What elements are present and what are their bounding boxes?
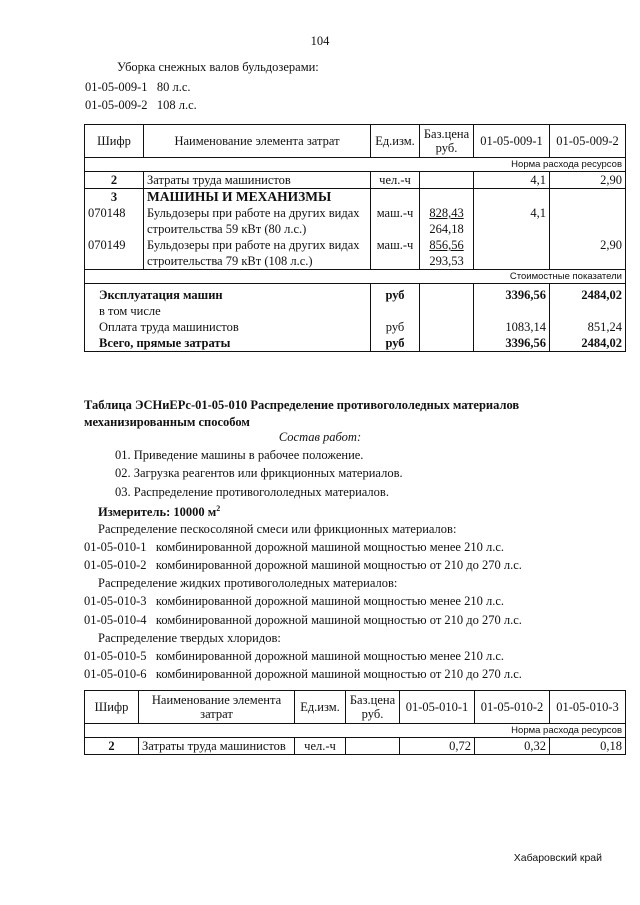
- note-resources: Норма расхода ресурсов: [85, 724, 626, 738]
- row-price: [420, 172, 474, 189]
- row-value-2: 2484,02: [550, 335, 626, 352]
- list-item: [84, 558, 522, 573]
- row-price: [420, 205, 474, 237]
- item-code: 01-05-010-1: [84, 540, 147, 554]
- row-value-1: 3396,56: [474, 284, 550, 304]
- meter-sup: 2: [216, 504, 221, 513]
- table-row: [85, 335, 626, 352]
- row-value-2: 0,32: [475, 738, 550, 755]
- row-value-1: 0,72: [400, 738, 475, 755]
- section1-item: [85, 80, 191, 95]
- table-resources-2: [84, 690, 626, 755]
- meter-text: Измеритель: 10000 м: [98, 505, 217, 520]
- row-value-2: [550, 205, 626, 237]
- row-code: 070149: [85, 237, 144, 270]
- header-col1: 01-05-010-1: [400, 691, 475, 724]
- row-code: 2: [85, 738, 139, 755]
- row-value-2: 2484,02: [550, 284, 626, 304]
- row-price: [420, 237, 474, 270]
- item-code: 01-05-009-2: [85, 98, 148, 112]
- row-unit: чел.-ч: [371, 172, 420, 189]
- header-name: Наименование элемента затрат: [144, 125, 371, 158]
- table-row: [85, 738, 626, 755]
- row-value-2: 851,24: [550, 319, 626, 335]
- table-row: [85, 319, 626, 335]
- row-name-line1: Бульдозеры при работе на других видах: [147, 206, 360, 220]
- row-value-1: 3396,56: [474, 335, 550, 352]
- item-desc: комбинированной дорожной машиной мощностью от 210 до 270 л.с.: [155, 667, 522, 681]
- row-name: [144, 237, 371, 270]
- item-desc: комбинированной дорожной машиной мощностью менее 210 л.с.: [155, 540, 505, 554]
- work-item: 02. Загрузка реагентов или фрикционных материалов.: [115, 466, 403, 480]
- row-code: 3: [85, 189, 144, 206]
- header-price: Баз.цена руб.: [346, 691, 400, 724]
- row-value-1: [474, 237, 550, 270]
- header-col2: 01-05-009-2: [550, 125, 626, 158]
- item-code: 01-05-010-2: [84, 558, 147, 572]
- header-col3: 01-05-010-3: [550, 691, 626, 724]
- row-name: Затраты труда машинистов: [144, 172, 371, 189]
- row-name-line2: строительства 79 кВт (108 л.с.): [147, 254, 313, 268]
- table-row: [85, 303, 626, 319]
- row-name: Всего, прямые затраты: [85, 335, 371, 352]
- work-item: 01. Приведение машины в рабочее положение.: [115, 448, 364, 462]
- group-heading: Распределение пескосоляной смеси или фрикционных материалов:: [98, 522, 457, 536]
- row-unit: руб: [371, 319, 420, 335]
- row-unit: чел.-ч: [295, 738, 346, 755]
- meter-label: [98, 504, 220, 520]
- item-desc: комбинированной дорожной машиной мощностью менее 210 л.с.: [155, 649, 505, 663]
- header-code: Шифр: [85, 691, 139, 724]
- header-unit: Ед.изм.: [295, 691, 346, 724]
- row-value-1: 4,1: [474, 205, 550, 237]
- price-labor: 264,18: [429, 222, 464, 236]
- list-item: [84, 667, 522, 682]
- table-row: [85, 284, 626, 304]
- list-item: [84, 613, 522, 628]
- item-code: 01-05-010-5: [84, 649, 147, 663]
- item-code: 01-05-010-3: [84, 594, 147, 608]
- group-heading: Распределение жидких противогололедных материалов:: [98, 576, 398, 590]
- row-name-line1: Бульдозеры при работе на других видах: [147, 238, 360, 252]
- price-labor: 293,53: [429, 254, 464, 268]
- item-desc: 80 л.с.: [156, 80, 191, 94]
- footer-region: Хабаровский край: [513, 852, 602, 864]
- row-name: Затраты труда машинистов: [139, 738, 295, 755]
- row-value-2: 2,90: [550, 237, 626, 270]
- list-item: [84, 649, 504, 664]
- row-unit: руб: [371, 284, 420, 304]
- header-unit: Ед.изм.: [371, 125, 420, 158]
- table-header-row: [85, 125, 626, 158]
- table-row: [85, 237, 626, 270]
- table-title-line1: Таблица ЭСНиЕРс-01-05-010 Распределение противогололедных материалов: [84, 398, 520, 412]
- item-desc: комбинированной дорожной машиной мощностью от 210 до 270 л.с.: [155, 558, 522, 572]
- row-unit: маш.-ч: [371, 237, 420, 270]
- table-resources-1: [84, 124, 626, 352]
- item-code: 01-05-010-6: [84, 667, 147, 681]
- note-resources: Норма расхода ресурсов: [85, 158, 626, 172]
- row-name: Оплата труда машинистов: [85, 319, 371, 335]
- row-code: 2: [85, 172, 144, 189]
- header-code: Шифр: [85, 125, 144, 158]
- table-header-row: [85, 691, 626, 724]
- item-code: 01-05-009-1: [85, 80, 148, 94]
- row-name: в том числе: [85, 303, 371, 319]
- list-item: [84, 540, 504, 555]
- header-col1: 01-05-009-1: [474, 125, 550, 158]
- section1-item: [85, 98, 197, 113]
- row-code: 070148: [85, 205, 144, 237]
- note-row: [85, 724, 626, 738]
- row-name: Эксплуатация машин: [85, 284, 371, 304]
- row-name: МАШИНЫ И МЕХАНИЗМЫ: [144, 189, 371, 206]
- item-desc: комбинированной дорожной машиной мощностью от 210 до 270 л.с.: [155, 613, 522, 627]
- row-name-line2: строительства 59 кВт (80 л.с.): [147, 222, 307, 236]
- row-value-1: 1083,14: [474, 319, 550, 335]
- row-unit: руб: [371, 335, 420, 352]
- table-row: [85, 189, 626, 206]
- table-row: [85, 172, 626, 189]
- table-row: [85, 205, 626, 237]
- price-total: 828,43: [429, 206, 464, 220]
- work-heading: Состав работ:: [278, 430, 362, 444]
- row-price: [346, 738, 400, 755]
- group-heading: Распределение твердых хлоридов:: [98, 631, 281, 645]
- item-desc: 108 л.с.: [156, 98, 197, 112]
- table-title-line2: механизированным способом: [84, 415, 250, 429]
- note-row: [85, 270, 626, 284]
- header-name: Наименование элемента затрат: [139, 691, 295, 724]
- work-item: 03. Распределение противогололедных материалов.: [115, 485, 389, 499]
- list-item: [84, 594, 504, 609]
- page-number: 104: [310, 34, 330, 48]
- section1-title: Уборка снежных валов бульдозерами:: [117, 60, 319, 74]
- row-name: [144, 205, 371, 237]
- item-code: 01-05-010-4: [84, 613, 147, 627]
- price-total: 856,56: [429, 238, 464, 252]
- header-col2: 01-05-010-2: [475, 691, 550, 724]
- header-price: Баз.цена руб.: [420, 125, 474, 158]
- row-value-2: 2,90: [550, 172, 626, 189]
- row-unit: маш.-ч: [371, 205, 420, 237]
- note-cost: Стоимостные показатели: [85, 270, 626, 284]
- row-value-1: 4,1: [474, 172, 550, 189]
- row-value-3: 0,18: [550, 738, 626, 755]
- item-desc: комбинированной дорожной машиной мощностью менее 210 л.с.: [155, 594, 505, 608]
- note-row: [85, 158, 626, 172]
